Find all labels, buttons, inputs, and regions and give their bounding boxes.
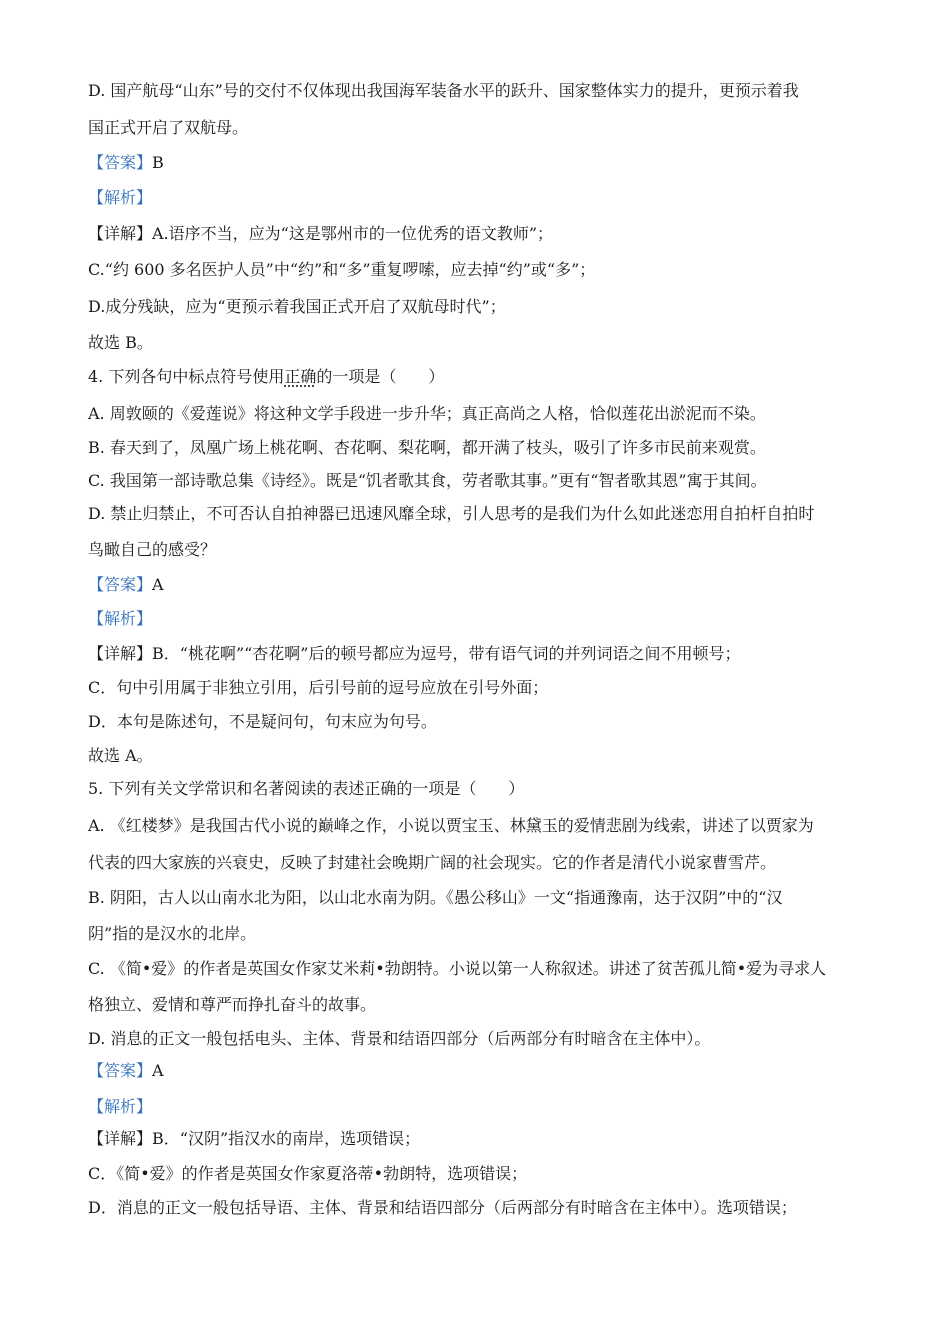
answer-row	[88, 152, 890, 174]
explanation-line: D.成分残缺，应为“更预示着我国正式开启了双航母时代”；	[88, 297, 506, 316]
option-c: C. 我国第一部诗歌总集《诗经》。既是“饥者歌其食，劳者歌其事。”更有“智者歌其恩”寓于其间。	[88, 471, 767, 490]
option-d-line2: 鸟瞰自己的感受？	[88, 540, 217, 559]
conclusion-line: 故选 B。	[88, 333, 153, 352]
emphasis-dotted: 正确	[284, 367, 317, 386]
option-c-line1: C. 《简•爱》的作者是英国女作家艾米莉•勃朗特。小说以第一人称叙述。讲述了贫苦孤儿简•爱为寻求人	[88, 959, 827, 978]
option-b-line2: 阴”指的是汉水的北岸。	[88, 924, 257, 943]
analysis-label: 【解析】	[88, 609, 153, 628]
explanation-line: D．本句是陈述句，不是疑问句，句末应为句号。	[88, 712, 437, 731]
question-5-title: 5. 下列有关文学常识和名著阅读的表述正确的一项是（ ）	[88, 779, 525, 798]
explanation-line: D．消息的正文一般包括导语、主体、背景和结语四部分（后两部分有时暗含在主体中）。选项错误；	[88, 1198, 797, 1217]
answer-row	[88, 574, 890, 596]
option-a-line2: 代表的四大家族的兴衰史，反映了封建社会晚期广阔的社会现实。它的作者是清代小说家曹雪芹。	[88, 853, 777, 872]
explanation-line: 【详解】A.语序不当，应为“这是鄂州市的一位优秀的语文教师”；	[88, 224, 554, 243]
explanation-line: C.“约 600 多名医护人员”中“约”和“多”重复啰嗦，应去掉“约”或“多”；	[88, 260, 596, 279]
question-4-title: 4. 下列各句中标点符号使用正确的一项是（ ）	[88, 367, 445, 386]
answer-label: 【答案】	[88, 1061, 153, 1080]
option-d: D. 消息的正文一般包括电头、主体、背景和结语四部分（后两部分有时暗含在主体中）。	[88, 1029, 711, 1048]
option-c-line2: 格独立、爱情和尊严而挣扎奋斗的故事。	[88, 995, 377, 1014]
answer-row	[88, 1060, 890, 1082]
option-d-line1: D. 国产航母“山东”号的交付不仅体现出我国海军装备水平的跃升、国家整体实力的提升，更预示着我	[88, 81, 799, 100]
option-d-line1: D. 禁止归禁止，不可否认自拍神器已迅速风靡全球，引人思考的是我们为什么如此迷恋用自拍杆自拍时	[88, 504, 815, 523]
explanation-line: 【详解】B．“汉阴”指汉水的南岸，选项错误；	[88, 1129, 421, 1148]
option-b: B. 春天到了，凤凰广场上桃花啊、杏花啊、梨花啊，都开满了枝头，吸引了许多市民前来观赏。	[88, 438, 766, 457]
option-a: A. 周敦颐的《爱莲说》将这种文学手段进一步升华；真正高尚之人格，恰似莲花出淤泥而不染。	[88, 404, 766, 423]
explanation-line: C．《简•爱》的作者是英国女作家夏洛蒂•勃朗特，选项错误；	[88, 1164, 528, 1183]
analysis-label: 【解析】	[88, 1097, 153, 1116]
conclusion-line: 故选 A。	[88, 746, 153, 765]
answer-value: A	[152, 1061, 164, 1080]
answer-label: 【答案】	[88, 575, 153, 594]
answer-value: B	[152, 153, 164, 172]
option-d-line2: 国正式开启了双航母。	[88, 118, 249, 137]
explanation-line: 【详解】B．“桃花啊”“杏花啊”后的顿号都应为逗号，带有语气词的并列词语之间不用顿号；	[88, 644, 741, 663]
explanation-line: C．句中引用属于非独立引用，后引号前的逗号应放在引号外面；	[88, 678, 549, 697]
option-a-line1: A. 《红楼梦》是我国古代小说的巅峰之作，小说以贾宝玉、林黛玉的爱情悲剧为线索，讲述了以贾家为	[88, 816, 814, 835]
answer-label: 【答案】	[88, 153, 153, 172]
answer-value: A	[152, 575, 164, 594]
option-b-line1: B. 阴阳，古人以山南水北为阳，以山北水南为阴。《愚公移山》一文“指通豫南，达于汉阴”中的“汉	[88, 888, 783, 907]
analysis-label: 【解析】	[88, 188, 153, 207]
